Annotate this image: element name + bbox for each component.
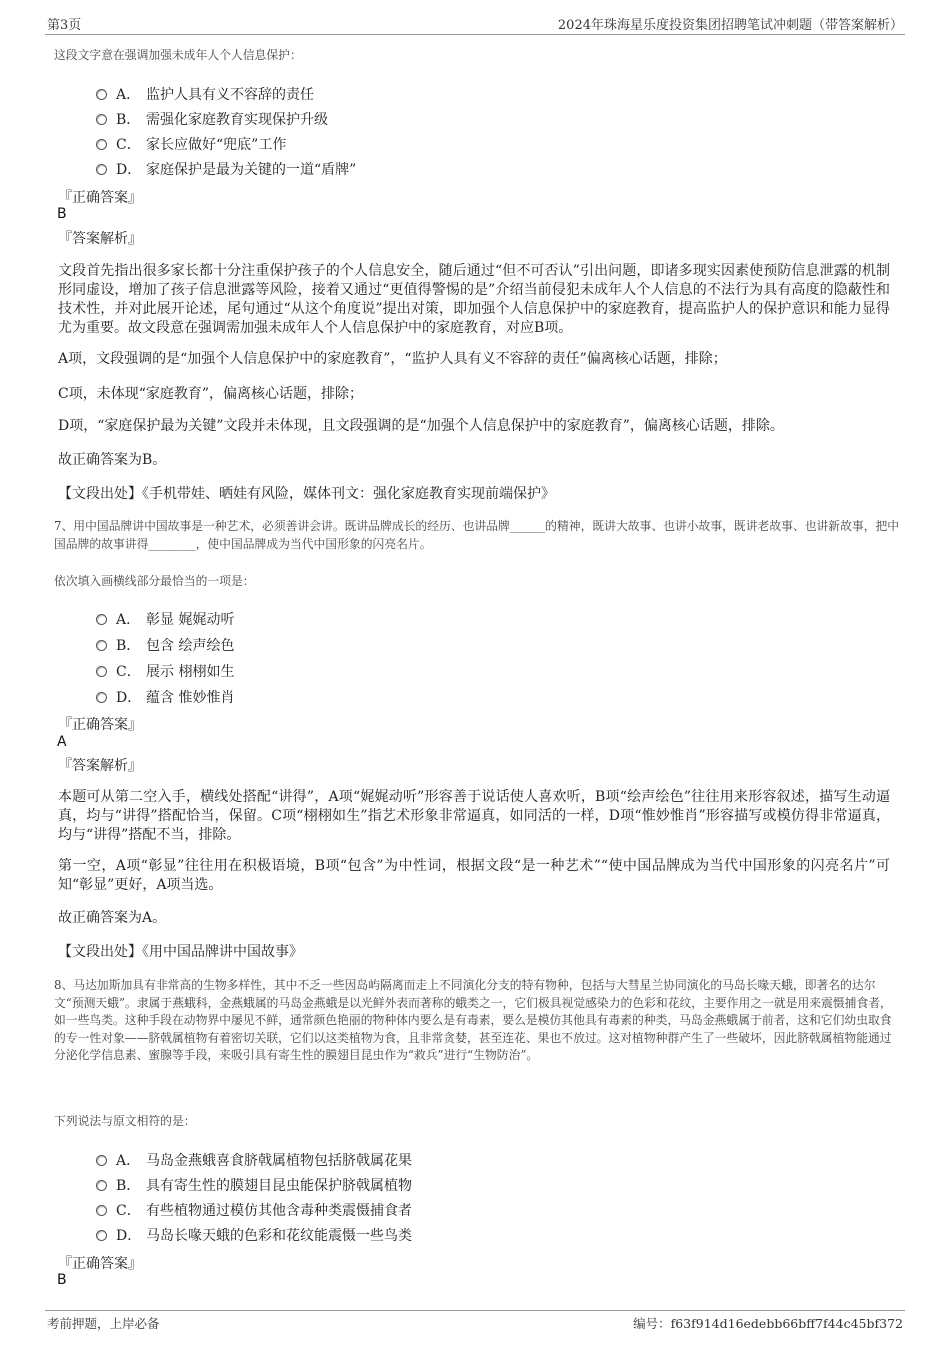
q7-source: 【文段出处】《用中国品牌讲中国故事》 — [58, 944, 303, 960]
q8-option-b[interactable]: B． 具有寄生性的膜翅目昆虫能保护脐戟属植物 — [96, 1175, 412, 1195]
q8-option-a[interactable]: A． 马岛金燕蛾喜食脐戟属植物包括脐戟属花果 — [96, 1150, 412, 1170]
q6-option-d[interactable]: D． 家庭保护是最为关键的一道“盾牌” — [96, 159, 356, 179]
radio-icon[interactable] — [96, 164, 107, 175]
q6-analysis-p3: C项，未体现“家庭教育”，偏离核心话题，排除； — [58, 386, 364, 402]
q6-source: 【文段出处】《手机带娃、晒娃有风险，媒体刊文：强化家庭教育实现前端保护》 — [58, 486, 555, 502]
radio-icon[interactable] — [96, 614, 107, 625]
radio-icon[interactable] — [96, 692, 107, 703]
page-footer — [45, 1310, 905, 1333]
q8-answer: B — [57, 1272, 67, 1288]
q6-analysis-p5: 故正确答案为B。 — [58, 452, 167, 468]
q6-answer: B — [57, 206, 67, 222]
radio-icon[interactable] — [96, 114, 107, 125]
document-title: 2024年珠海星乐度投资集团招聘笔试冲刺题（带答案解析） — [557, 18, 903, 33]
q7-answer: A — [57, 734, 67, 750]
question-7-prompt: 依次填入画横线部分最恰当的一项是： — [54, 574, 255, 588]
radio-icon[interactable] — [96, 139, 107, 150]
question-7-stem: 7、用中国品牌讲中国故事是一种艺术，必须善讲会讲。既讲品牌成长的经历、也讲品牌______的精神，既讲大故事、也讲小故事，既讲老故事、也讲新故事，把中国品牌的故事讲得________，使中国品牌成为当代中国形象的闪亮名片。 — [54, 519, 900, 551]
page-header — [45, 14, 905, 35]
q7-answer-label: 『正确答案』 — [58, 717, 142, 733]
q6-option-a[interactable]: A． 监护人具有义不容辞的责任 — [96, 84, 314, 104]
radio-icon[interactable] — [96, 1205, 107, 1216]
q6-analysis-label: 『答案解析』 — [58, 231, 142, 247]
radio-icon[interactable] — [96, 1155, 107, 1166]
q6-analysis-p4: D项，“家庭保护最为关键”文段并未体现，且文段强调的是“加强个人信息保护中的家庭教育”，偏离核心话题，排除。 — [58, 418, 784, 434]
q7-analysis-p3: 故正确答案为A。 — [58, 910, 167, 926]
radio-icon[interactable] — [96, 1180, 107, 1191]
q7-analysis-p2: 第一空，A项“彰显”往往用在积极语境，B项“包含”为中性词，根据文段“是一种艺术”“使中国品牌成为当代中国形象的闪亮名片”可知“彰显”更好，A项当选。 — [58, 858, 890, 893]
q6-option-b[interactable]: B． 需强化家庭教育实现保护升级 — [96, 109, 328, 129]
q8-answer-label: 『正确答案』 — [58, 1256, 142, 1272]
question-6-tail: 这段文字意在强调加强未成年人个人信息保护： — [54, 48, 302, 62]
document-code: 编号：f63f914d16edebb66bff7f44c45bf372 — [633, 1316, 903, 1331]
question-8-prompt: 下列说法与原文相符的是： — [54, 1114, 196, 1128]
page-number: 第3页 — [47, 18, 82, 33]
q7-analysis-p1: 本题可从第二空入手，横线处搭配“讲得”，A项“娓娓动听”形容善于说话使人喜欢听，B项“绘声绘色”往往用来形容叙述，描写生动逼真，均与“讲得”搭配恰当，保留。C项“栩栩如生”指艺术形象非常逼真，如同活的一样，D项“惟妙惟肖”形容描写或模仿得非常逼真，均与“讲得”搭配不当，排除。 — [58, 789, 890, 843]
q7-analysis-label: 『答案解析』 — [58, 758, 142, 774]
q6-analysis-p1: 文段首先指出很多家长都十分注重保护孩子的个人信息安全，随后通过“但不可否认”引出问题，即诸多现实因素使预防信息泄露的机制形同虚设，增加了孩子信息泄露等风险，接着又通过“更值得警惕的是”介绍当前侵犯未成年人个人信息的不法行为具有高度的隐蔽性和技术性，并对此展开论述，尾句通过“从这个角度说”提出对策，即加强个人信息保护中的家庭教育，提高监护人的保护意识和能力显得尤为重要。故文段意在强调需加强未成年人个人信息保护中的家庭教育，对应B项。 — [58, 263, 890, 336]
footer-slogan: 考前押题，上岸必备 — [47, 1316, 160, 1331]
question-8-stem: 8、马达加斯加具有非常高的生物多样性，其中不乏一些因岛屿隔离而走上不同演化分支的特有物种，包括与大彗星兰协同演化的马岛长喙天蛾，即著名的达尔文“预测天蛾”。隶属于燕蛾科，金燕蛾属的马岛金燕蛾是以光鲜外表而著称的蛾类之一，它们极具视觉感染力的色彩和花纹，主要作用之一就是用来震慑捕食者，如一些鸟类。这种手段在动物界中屡见不鲜，通常颜色艳丽的物种体内要么是有毒素，要么是模仿其他具有毒素的种类，马岛金燕蛾属于前者，这和它们幼虫取食的专一性对象——脐戟属植物有着密切关联，它们以这类植物为食，且非常贪婪，甚至连花、果也不放过。这对植物种群产生了一些破坏，因此脐戟属植物能通过分泌化学信息素、蜜腺等手段，来吸引具有寄生性的膜翅目昆虫作为“救兵”进行“生物防治”。 — [54, 978, 892, 1063]
radio-icon[interactable] — [96, 1230, 107, 1241]
q7-option-c[interactable]: C． 展示 栩栩如生 — [96, 661, 234, 681]
q8-option-d[interactable]: D． 马岛长喙天蛾的色彩和花纹能震慑一些鸟类 — [96, 1225, 412, 1245]
radio-icon[interactable] — [96, 640, 107, 651]
radio-icon[interactable] — [96, 89, 107, 100]
radio-icon[interactable] — [96, 666, 107, 677]
q6-option-c[interactable]: C． 家长应做好“兜底”工作 — [96, 134, 286, 154]
q7-option-a[interactable]: A． 彰显 娓娓动听 — [96, 609, 234, 629]
q7-option-b[interactable]: B． 包含 绘声绘色 — [96, 635, 234, 655]
q6-answer-label: 『正确答案』 — [58, 190, 142, 206]
q8-option-c[interactable]: C． 有些植物通过模仿其他含毒种类震慑捕食者 — [96, 1200, 412, 1220]
q6-analysis-p2: A项，文段强调的是“加强个人信息保护中的家庭教育”，“监护人具有义不容辞的责任”偏离核心话题，排除； — [58, 351, 727, 367]
q7-option-d[interactable]: D． 蕴含 惟妙惟肖 — [96, 687, 234, 707]
